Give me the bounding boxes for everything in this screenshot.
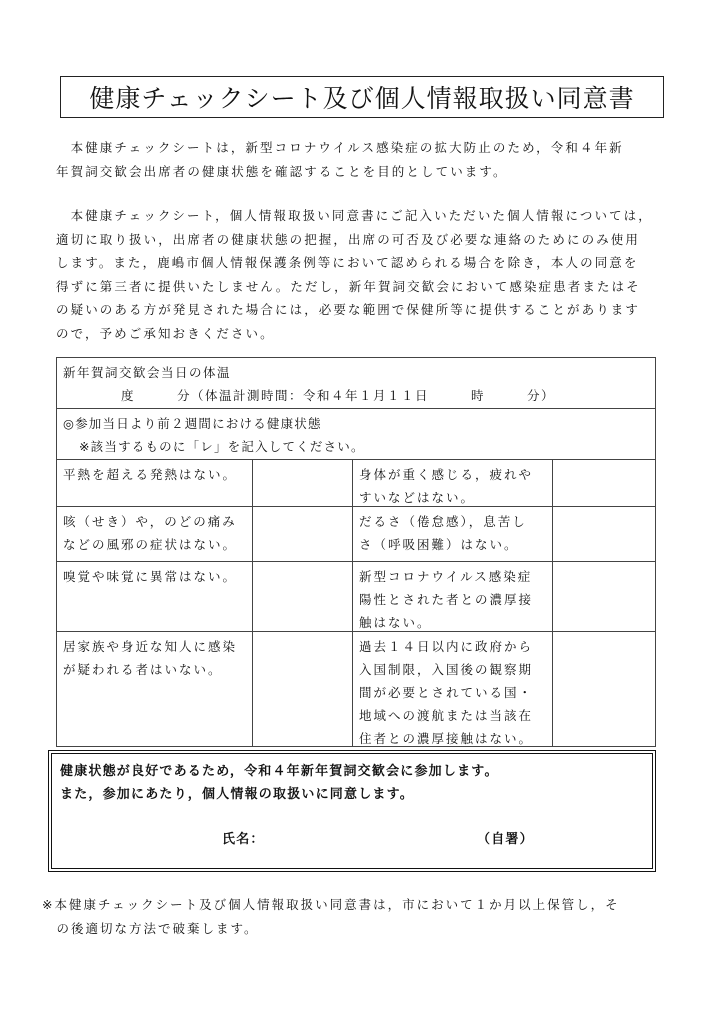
check-item-label: 過去１４日以内に政府から 入国制限，入国後の観察期 間が必要とされている国・ 地域への渡航または当該在 住者との濃厚接触はない。 (353, 632, 553, 746)
consent-statement-2: また，参加にあたり，個人情報の取扱いに同意します。 (60, 787, 414, 802)
checklist-heading: ◎参加当日より前２週間における健康状態 (63, 416, 322, 431)
document-title: 健康チェックシート及び個人情報取扱い同意書 (60, 76, 664, 118)
retention-footnote: ※本健康チェックシート及び個人情報取扱い同意書は，市において１か月以上保管し，そ の後適切な方法で破棄します。 (42, 897, 620, 936)
check-item-label: 身体が重く感じる，疲れや すいなどはない。 (353, 460, 553, 507)
consent-box (48, 750, 656, 872)
checklist-row (57, 562, 655, 632)
consent-statement-1: 健康状態が良好であるため，令和４年新年賀詞交歓会に参加します。 (60, 764, 499, 779)
temperature-label: 新年賀詞交歓会当日の体温 (63, 365, 232, 380)
check-item-label: だるさ（倦怠感），息苦し さ（呼吸困難）はない。 (353, 507, 553, 562)
temperature-section (57, 358, 655, 409)
check-item-label: 平熱を超える発熱はない。 (57, 460, 253, 507)
check-item-label: 咳（せき）や，のどの痛み などの風邪の症状はない。 (57, 507, 253, 562)
name-label: 氏名： (222, 832, 265, 847)
check-box[interactable] (253, 507, 353, 562)
check-item-label: 嗅覚や味覚に異常はない。 (57, 562, 253, 632)
check-box[interactable] (253, 460, 353, 507)
checklist-row (57, 507, 655, 562)
check-box[interactable] (253, 632, 353, 746)
checklist-header (57, 409, 655, 460)
check-item-label: 新型コロナウイルス感染症 陽性とされた者との濃厚接 触はない。 (353, 562, 553, 632)
check-item-label: 居家族や身近な知人に感染 が疑われる者はいない。 (57, 632, 253, 746)
purpose-paragraph: 本健康チェックシートは，新型コロナウイルス感染症の拡大防止のため，令和４年新 年賀詞交歓会出席者の健康状態を確認することを目的としています。 (56, 140, 624, 179)
check-box[interactable] (553, 632, 655, 746)
privacy-paragraph: 本健康チェックシート，個人情報取扱い同意書にご記入いただいた個人情報については， 適切に取り扱い，出席者の健康状態の把握，出席の可否及び必要な連絡のためにのみ使用 します。また，鹿嶋市個人情報保護条例等において認められる場合を除き，本人の同意を 得ずに第三者に提供いたしません。ただし，新年賀詞交歓会において感染症患者またはそ の疑いのある方が発見された場合には，必要な範囲で保健所等に提供することがあります ので，予めご承知おきください。 (56, 208, 653, 341)
check-box[interactable] (553, 507, 655, 562)
check-box[interactable] (253, 562, 353, 632)
checklist-instruction: ※該当するものに「レ」を記入してください。 (79, 439, 365, 454)
checklist-row (57, 460, 655, 507)
check-box[interactable] (553, 460, 655, 507)
check-box[interactable] (553, 562, 655, 632)
temperature-entry-line[interactable]: 度 分（体温計測時間：令和４年１月１１日 時 分） (121, 388, 556, 403)
health-check-form (56, 357, 656, 747)
checklist-row (57, 632, 655, 746)
signature-label: （自署） (477, 832, 534, 847)
